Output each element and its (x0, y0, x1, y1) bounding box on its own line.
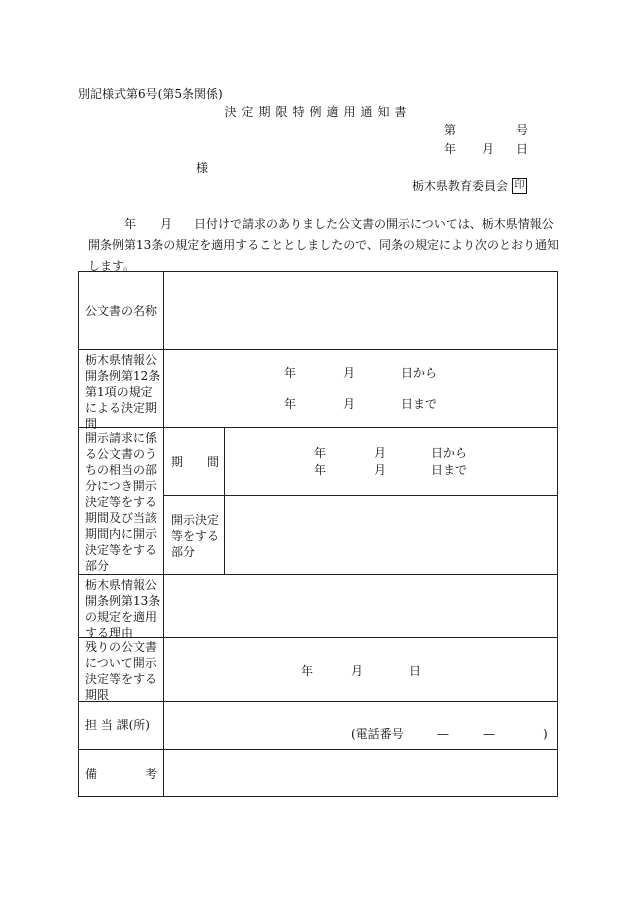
row2-to-month: 月 (343, 397, 356, 411)
row-divider (163, 495, 557, 496)
row3-from-day: 日から (431, 446, 468, 460)
row3-to-year: 年 (314, 463, 327, 477)
body-line-3: します。 (88, 259, 136, 273)
row4-label: 栃木県情報公 開条例第13条 の規定を適用 する理由 (85, 578, 161, 640)
phone-dash-2: — (483, 727, 495, 741)
phone-open: (電話番号 (351, 727, 404, 741)
row-divider (79, 349, 557, 350)
row3-to-month: 月 (374, 463, 387, 477)
row7-label-left: 備 (85, 767, 98, 781)
date-month-label: 月 (482, 142, 495, 156)
row2-to-day: 日まで (401, 397, 438, 411)
addressee-suffix: 様 (196, 161, 209, 175)
form-id: 別記様式第6号(第5条関係) (78, 87, 223, 101)
row3-label: 開示請求に係 る公文書のう ちの相当の部 分につき開示 決定等をする 期間及び当該 期間内に開示 決定等をする 部分 (85, 431, 158, 573)
document-title: 決定期限特例適用通知書 (224, 105, 412, 119)
body-month: 月 (160, 217, 173, 231)
row7-label-right: 考 (145, 767, 158, 781)
row3-from-year: 年 (314, 446, 327, 460)
body-line-1 (88, 214, 558, 235)
row2-from-year: 年 (284, 366, 297, 380)
date-day-label: 日 (516, 142, 529, 156)
body-line-2: 開条例第13条の規定を適用することとしましたので、同条の規定により次のとおり通知 (88, 238, 560, 252)
notice-table (78, 271, 558, 797)
body-text (88, 214, 558, 277)
label-column-divider (163, 272, 164, 796)
body-year: 年 (124, 217, 137, 231)
number-dai: 第 (444, 123, 457, 137)
row1-label: 公文書の名称 (85, 304, 158, 318)
row5-month: 月 (351, 664, 364, 678)
date-year-label: 年 (444, 142, 457, 156)
body-line-1-rest: 日付けで請求のありました公文書の開示については、栃木県情報公 (194, 217, 554, 231)
row6-label: 担 当 課(所) (85, 718, 150, 732)
number-go: 号 (516, 123, 529, 137)
row2-label: 栃木県情報公 開条例第12条 第1項の規定 による決定期 間 (85, 353, 161, 431)
row3-part-label: 開示決定 等をする 部分 (171, 513, 220, 559)
row5-label: 残りの公文書 について開示 決定等をする 期限 (85, 640, 158, 702)
row-divider (79, 574, 557, 575)
row3-period-label: 期 間 (171, 455, 220, 469)
row5-year: 年 (301, 664, 314, 678)
issuer-name: 栃木県教育委員会 (412, 179, 509, 193)
phone-dash-1: — (437, 727, 449, 741)
row3-from-month: 月 (374, 446, 387, 460)
row2-to-year: 年 (284, 397, 297, 411)
phone-close: ) (543, 727, 548, 741)
row2-from-month: 月 (343, 366, 356, 380)
row3-to-day: 日まで (431, 463, 468, 477)
sublabel-column-divider (224, 427, 225, 574)
row2-from-day: 日から (401, 366, 438, 380)
row5-day: 日 (409, 664, 422, 678)
row-divider (79, 749, 557, 750)
seal-box: 印 (512, 178, 527, 194)
